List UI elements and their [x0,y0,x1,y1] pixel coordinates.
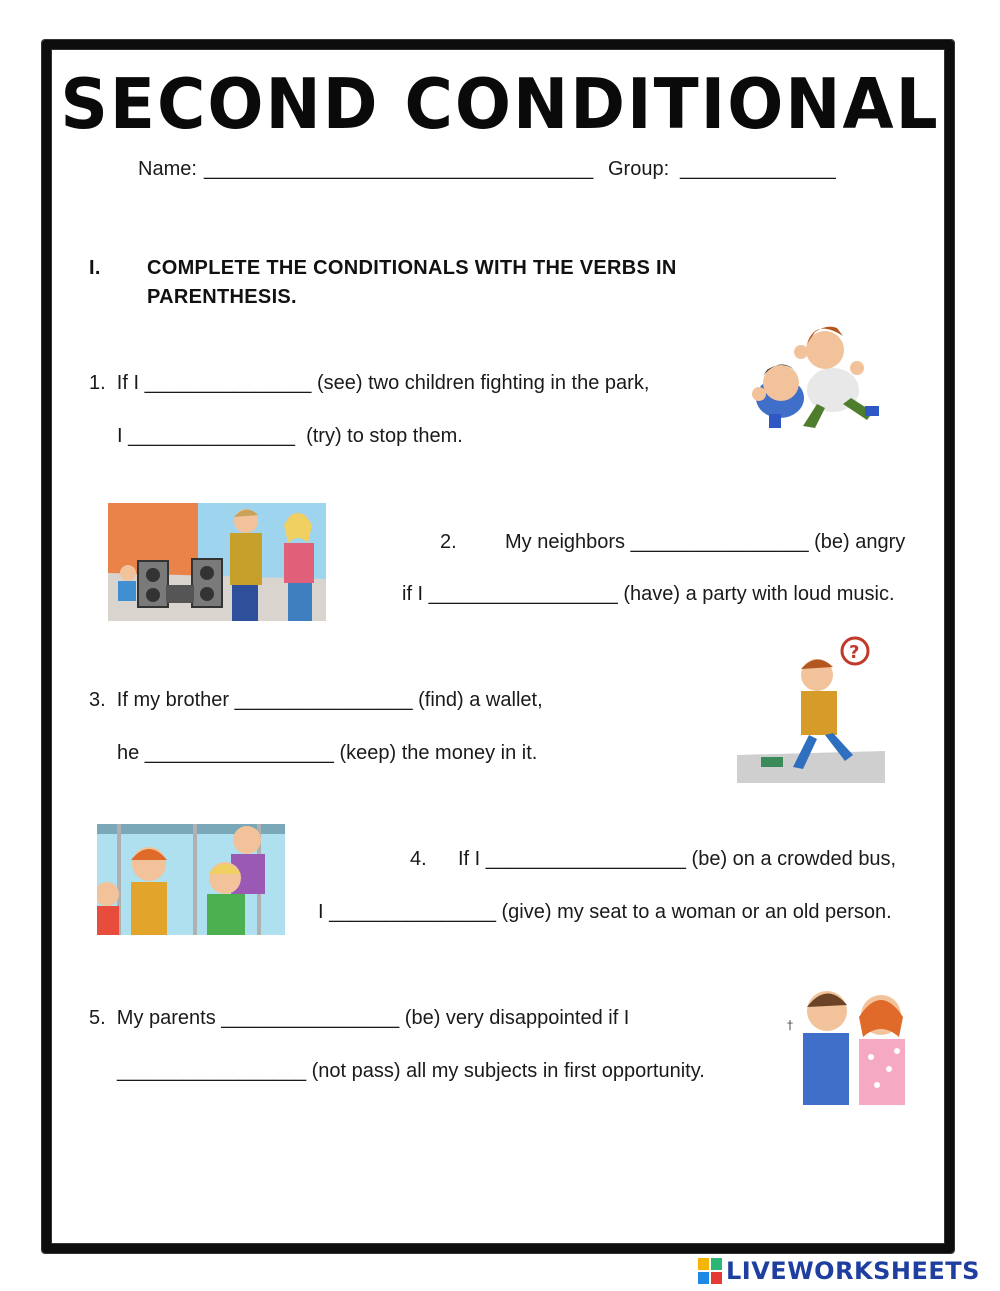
wallet-finding-illustration [737,633,885,783]
exercise-5-line1[interactable]: 5. My parents ________________ (be) very disappointed if I [89,1007,630,1029]
section-instruction-line1: COMPLETE THE CONDITIONALS WITH THE VERBS IN [147,257,677,279]
crowded-bus-illustration [97,824,285,935]
disappointed-parents-illustration [785,977,915,1105]
children-fighting-illustration [745,308,895,433]
exercise-5-line2[interactable]: _________________ (not pass) all my subjects in first opportunity. [117,1060,705,1082]
group-blank[interactable]: ______________ [680,158,836,180]
worksheet-title: SECOND CONDITIONAL [60,64,940,145]
section-number: I. [89,257,101,279]
liveworksheets-badge-icon [698,1258,722,1284]
svg-text:†: † [787,1018,793,1032]
group-label: Group: [608,158,670,180]
exercise-2-number: 2. [440,531,457,553]
loud-music-illustration [108,503,326,621]
exercise-2-line1[interactable]: My neighbors ________________ (be) angry [505,531,906,553]
exercise-4-number: 4. [410,848,427,870]
exercise-1-line1[interactable]: 1. If I _______________ (see) two children fighting in the park, [89,372,650,394]
name-label: Name: [138,158,197,180]
exercise-3-line2[interactable]: he _________________ (keep) the money in it. [117,742,538,764]
name-blank[interactable]: ___________________________________ [204,158,594,180]
liveworksheets-logo[interactable] [698,1256,980,1286]
section-instruction-line2: PARENTHESIS. [147,286,297,308]
svg-text:?: ? [849,642,860,663]
exercise-1-line2[interactable]: I _______________ (try) to stop them. [117,425,463,447]
exercise-4-line1[interactable]: If I __________________ (be) on a crowded bus, [458,848,897,870]
exercise-4-line2[interactable]: I _______________ (give) my seat to a woman or an old person. [318,901,892,923]
exercise-3-line1[interactable]: 3. If my brother ________________ (find) a wallet, [89,689,543,711]
exercise-2-line2[interactable]: if I _________________ (have) a party with loud music. [402,583,895,605]
liveworksheets-brand-text: LIVEWORKSHEETS [726,1257,980,1285]
